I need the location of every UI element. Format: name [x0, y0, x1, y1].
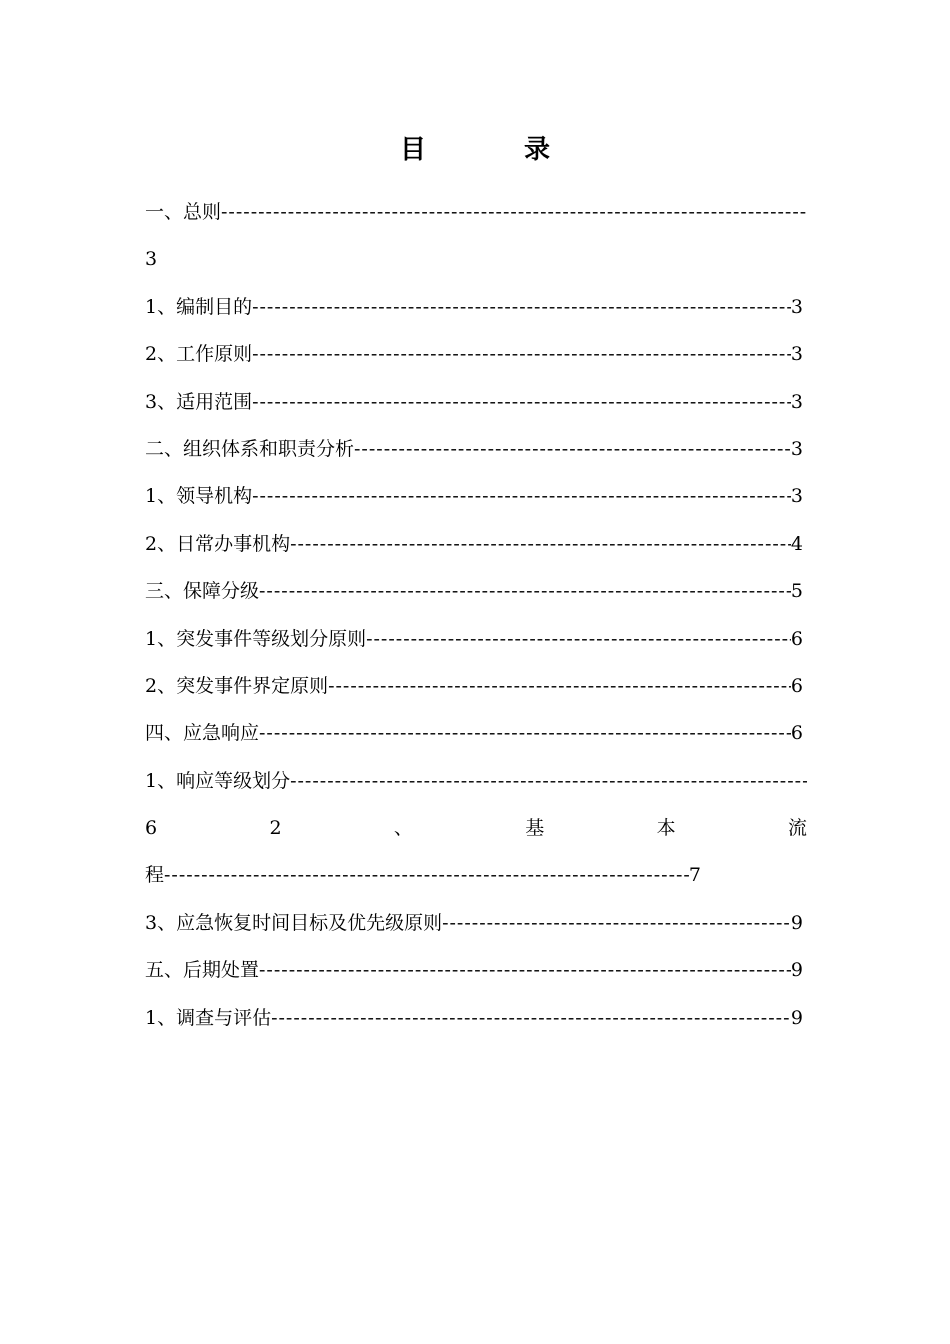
toc-entry-continuation: [145, 236, 807, 283]
toc-entry-label: 三、保障分级: [145, 580, 260, 603]
toc-justified-line: [145, 805, 807, 852]
toc-entry-label: 一、总则: [145, 201, 222, 223]
toc-entry-page: 6: [790, 722, 803, 745]
toc-leader: [271, 995, 791, 1042]
toc-entry-label: 2、突发事件界定原则: [145, 674, 329, 697]
toc-entry[interactable]: [145, 663, 807, 710]
toc-entry-page: 3: [145, 248, 158, 271]
toc-entry[interactable]: [145, 616, 807, 663]
toc-entry-page: 3: [790, 485, 803, 508]
toc-spread-char: 基: [525, 817, 545, 840]
toc-leader: [366, 616, 791, 663]
toc-leader: [252, 379, 791, 426]
toc-leader: [221, 189, 807, 236]
toc-entry-label: 3、应急恢复时间目标及优先级原则: [145, 911, 443, 934]
toc-spread-char: 6: [145, 817, 158, 840]
toc-entry[interactable]: [145, 995, 807, 1042]
toc-entry-label: 1、突发事件等级划分原则: [145, 627, 367, 650]
toc-leader: [442, 900, 791, 947]
toc-leader: [259, 947, 791, 994]
toc-entry-page: 6: [790, 627, 803, 650]
toc-entry-page: 9: [790, 959, 803, 982]
toc-entry-page: 9: [790, 911, 803, 934]
toc-entry[interactable]: [145, 900, 807, 947]
toc-leader: [328, 663, 791, 710]
toc-leader: [252, 473, 791, 520]
toc-entry[interactable]: [145, 473, 807, 520]
toc-entry[interactable]: [145, 710, 807, 757]
toc-entry-label: 2、工作原则: [145, 343, 253, 366]
toc-leader: [259, 710, 791, 757]
toc-entry-label: 3、适用范围: [145, 390, 253, 413]
toc-entry-label: 程: [145, 864, 165, 887]
toc-leader: [252, 331, 791, 378]
toc-entry-label: 1、响应等级划分: [145, 769, 291, 792]
toc-entry-page: 3: [790, 343, 803, 366]
toc-spread-char: 2: [269, 817, 282, 840]
toc-entry-label: 1、调查与评估: [145, 1006, 272, 1029]
toc-entry[interactable]: [145, 947, 807, 994]
toc-spread-char: 流: [787, 817, 807, 840]
toc-entry[interactable]: [145, 758, 807, 805]
toc-leader: [290, 521, 791, 568]
toc-leader: [290, 758, 807, 805]
toc-entry-page: 9: [790, 1006, 803, 1029]
toc-leader: [252, 284, 791, 331]
toc-list: [145, 189, 807, 1042]
toc-spread-char: 本: [656, 817, 676, 840]
toc-entry-label: 二、组织体系和职责分析: [145, 437, 355, 460]
toc-entry-label: 2、日常办事机构: [145, 532, 291, 555]
toc-entry-label: 1、领导机构: [145, 485, 253, 508]
toc-entry[interactable]: [145, 521, 807, 568]
toc-leader: [354, 426, 791, 473]
toc-entry-page: 4: [790, 532, 803, 555]
toc-leader: [259, 568, 791, 615]
toc-entry-label: 1、编制目的: [145, 295, 253, 318]
toc-entry-page: 3: [790, 295, 803, 318]
toc-entry-page: 3: [790, 390, 803, 413]
toc-entry-page: 5: [790, 580, 803, 603]
toc-entry-page: 3: [790, 437, 803, 460]
toc-entry-continuation[interactable]: [145, 852, 705, 899]
toc-entry-label: 五、后期处置: [145, 959, 260, 982]
toc-entry[interactable]: [145, 379, 807, 426]
toc-spread-char: 、: [393, 817, 413, 840]
toc-entry-page: 6: [790, 674, 803, 697]
toc-entry-label: 四、应急响应: [145, 722, 260, 745]
toc-entry[interactable]: [145, 331, 807, 378]
toc-leader: [164, 852, 689, 899]
toc-title: 目 录: [399, 135, 586, 165]
toc-entry[interactable]: [145, 568, 807, 615]
toc-entry[interactable]: [145, 189, 807, 236]
toc-entry[interactable]: [145, 284, 807, 331]
toc-entry[interactable]: [145, 426, 807, 473]
toc-entry-page: 7: [688, 864, 701, 887]
